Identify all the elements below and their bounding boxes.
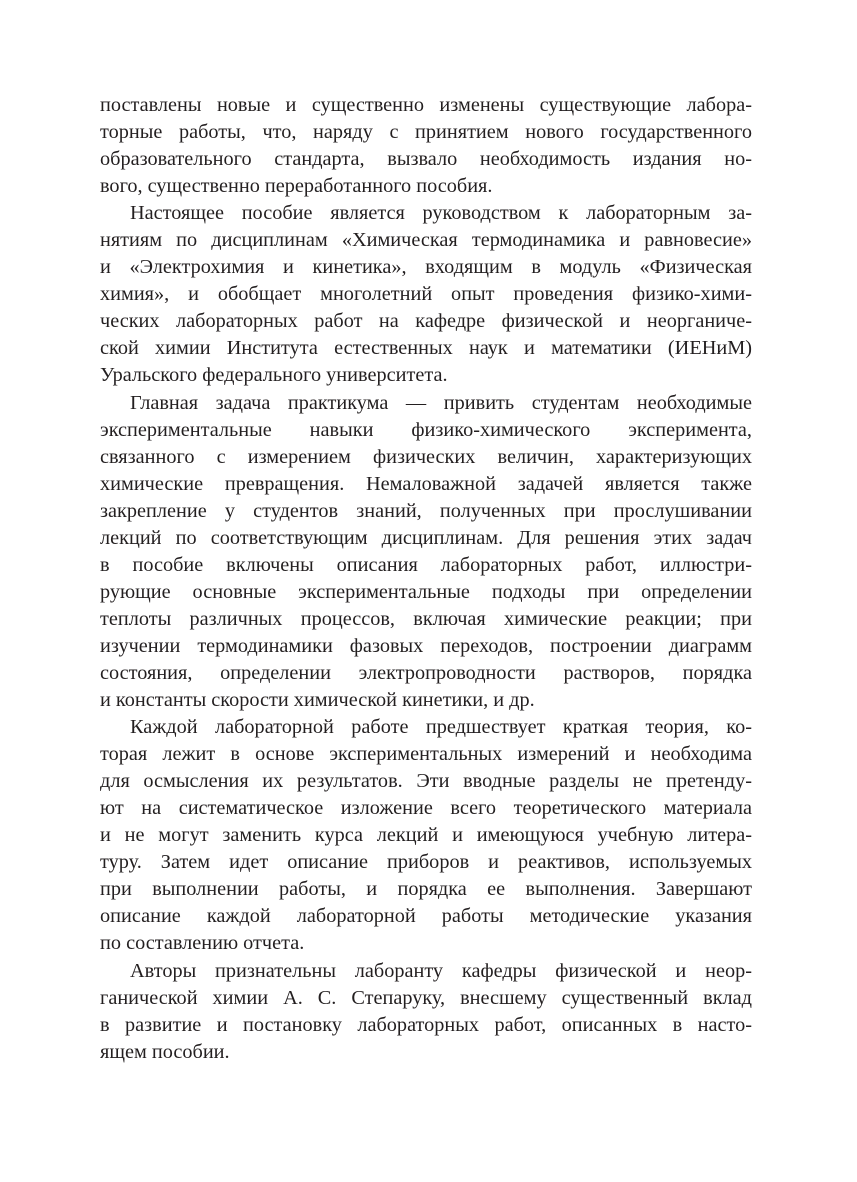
text-line: и не могут заменить курса лекций и имеющуюся учебную литера- xyxy=(100,824,752,847)
text-line: лекций по соответствующим дисциплинам. Для решения этих задач xyxy=(100,526,752,549)
text-line: по составлению отчета. xyxy=(100,932,305,955)
text-line: связанного с измерением физических величин, характеризующих xyxy=(100,445,752,468)
paragraph-5 xyxy=(100,958,752,1066)
text-line: торая лежит в основе экспериментальных измерений и необходима xyxy=(100,743,752,766)
text-line: ганической химии А. С. Степаруку, внесшему существенный вклад xyxy=(100,986,752,1009)
text-line: туру. Затем идет описание приборов и реактивов, используемых xyxy=(100,851,752,874)
text-line: ют на систематическое изложение всего теоретического материала xyxy=(100,797,752,820)
text-line: ской химии Института естественных наук и математики (ИЕНиМ) xyxy=(100,337,752,360)
text-line: и константы скорости химической кинетики, и др. xyxy=(100,689,535,712)
text-line: Уральского федерального университета. xyxy=(100,364,448,387)
text-line: описание каждой лабораторной работы методические указания xyxy=(100,905,752,928)
text-line: химические превращения. Немаловажной задачей является также xyxy=(100,472,752,495)
text-line: Главная задача практикума — привить студентам необходимые xyxy=(130,391,752,414)
text-line: при выполнении работы, и порядка ее выполнения. Завершают xyxy=(100,878,752,901)
paragraph-4 xyxy=(100,714,752,957)
text-line: рующие основные экспериментальные подходы при определении xyxy=(100,580,752,603)
text-line: Каждой лабораторной работе предшествует краткая теория, ко- xyxy=(130,716,752,739)
text-line: закрепление у студентов знаний, полученных при прослушивании xyxy=(100,499,752,522)
document-page xyxy=(100,92,752,1066)
text-line: теплоты различных процессов, включая химические реакции; при xyxy=(100,607,752,630)
text-line: состояния, определении электропроводности растворов, порядка xyxy=(100,661,752,684)
text-line: поставлены новые и существенно изменены существующие лабора- xyxy=(100,94,752,116)
paragraph-1 xyxy=(100,92,752,200)
text-line: Авторы признательны лаборанту кафедры физической и неор- xyxy=(130,959,752,982)
text-line: торные работы, что, наряду с принятием нового государственного xyxy=(100,121,752,144)
text-line: для осмысления их результатов. Эти вводные разделы не претенду- xyxy=(100,770,752,793)
text-line: в развитие и постановку лабораторных работ, описанных в насто- xyxy=(100,1013,752,1036)
text-line: экспериментальные навыки физико-химического эксперимента, xyxy=(100,418,752,441)
text-line: в пособие включены описания лабораторных работ, иллюстри- xyxy=(100,553,752,576)
text-line: и «Электрохимия и кинетика», входящим в модуль «Физическая xyxy=(100,256,752,279)
text-line: Настоящее пособие является руководством к лабораторным за- xyxy=(130,202,752,225)
paragraph-3 xyxy=(100,390,752,715)
text-line: нятиям по дисциплинам «Химическая термодинамика и равновесие» xyxy=(100,229,752,252)
text-line: химия», и обобщает многолетний опыт проведения физико-хими- xyxy=(100,283,752,306)
text-line: ящем пособии. xyxy=(100,1040,230,1063)
text-line: вого, существенно переработанного пособия. xyxy=(100,175,493,198)
text-line: образовательного стандарта, вызвало необходимость издания но- xyxy=(100,148,752,171)
text-line: ческих лабораторных работ на кафедре физической и неорганиче- xyxy=(100,310,752,333)
text-line: изучении термодинамики фазовых переходов, построении диаграмм xyxy=(100,634,752,657)
paragraph-2 xyxy=(100,200,752,389)
